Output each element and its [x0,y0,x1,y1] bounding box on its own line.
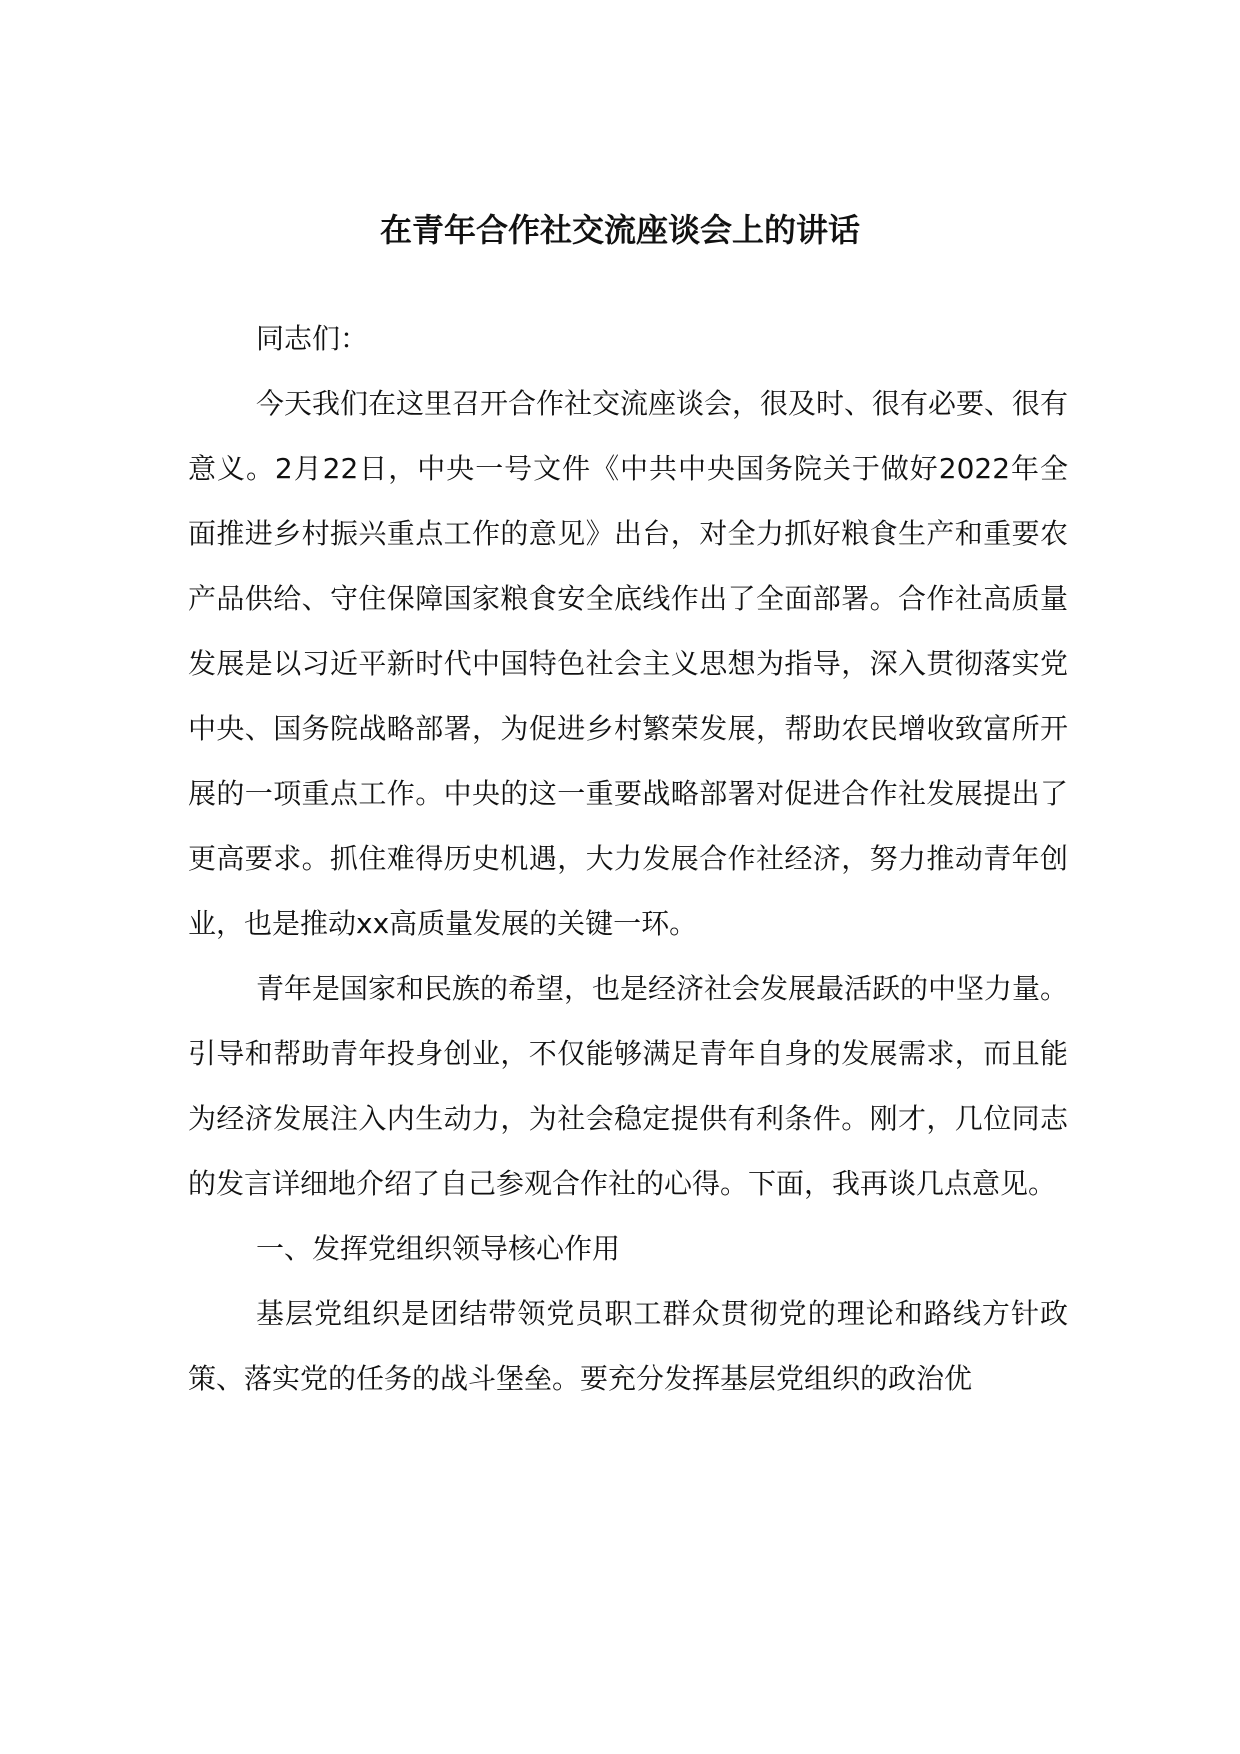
paragraph-2: 青年是国家和民族的希望，也是经济社会发展最活跃的中坚力量。引导和帮助青年投身创业，不仅能够满足青年自身的发展需求，而且能为经济发展注入内生动力，为社会稳定提供有利条件。刚才，几位同志的发言详细地介绍了自己参观合作社的心得。下面，我再谈几点意见。 [188,972,1069,1200]
document-body [188,306,1068,1411]
paragraph-1: 今天我们在这里召开合作社交流座谈会，很及时、很有必要、很有意义。2月22日，中央一号文件《中共中央国务院关于做好2022年全面推进乡村振兴重点工作的意见》出台，对全力抓好粮食生产和重要农产品供给、守住保障国家粮食安全底线作出了全面部署。合作社高质量发展是以习近平新时代中国特色社会主义思想为指导，深入贯彻落实党中央、国务院战略部署，为促进乡村繁荣发展，帮助农民增收致富所开展的一项重点工作。中央的这一重要战略部署对促进合作社发展提出了更高要求。抓住难得历史机遇，大力发展合作社经济，努力推动青年创业，也是推动xx高质量发展的关键一环。 [188,387,1069,940]
salutation: 同志们： [256,322,369,355]
section-heading-1: 一、发挥党组织领导核心作用 [256,1232,621,1265]
paragraph-3: 基层党组织是团结带领党员职工群众贯彻党的理论和路线方针政策、落实党的任务的战斗堡垒。要充分发挥基层党组织的政治优 [188,1297,1068,1395]
document-title: 在青年合作社交流座谈会上的讲话 [379,211,860,249]
